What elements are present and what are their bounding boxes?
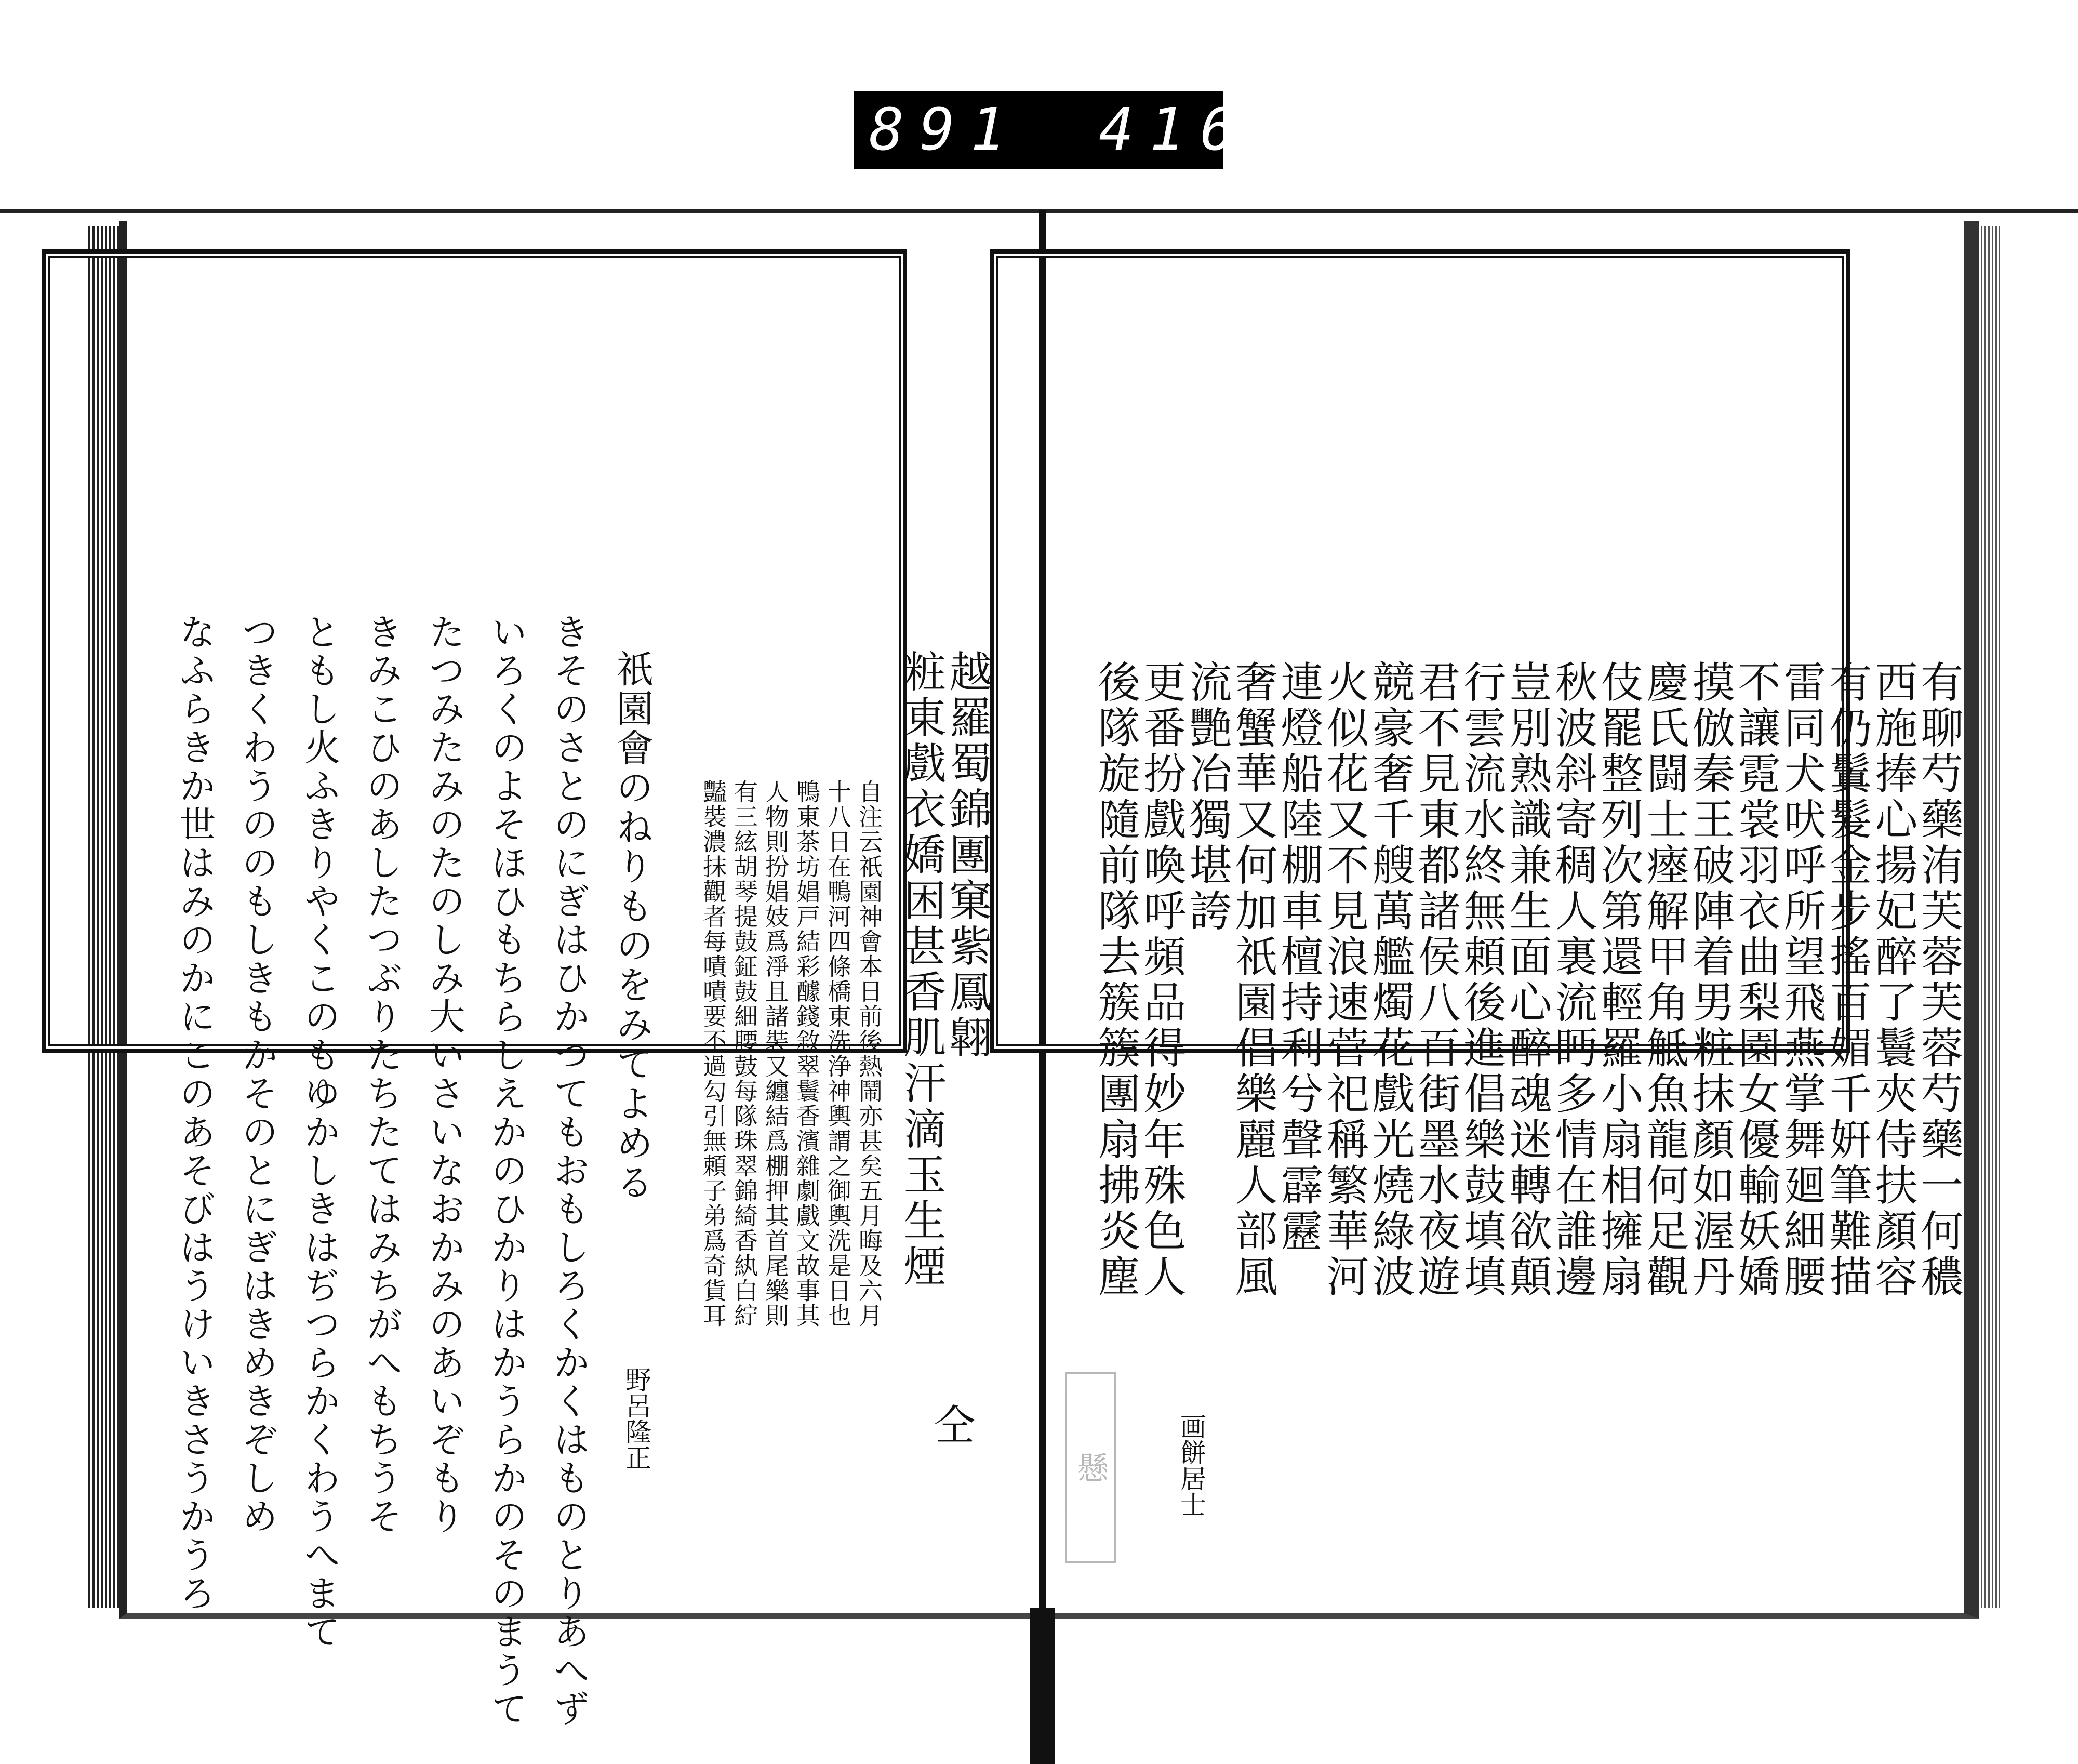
title-poem-column: 越羅蜀錦團窠紫鳳翺 [942,649,992,1061]
poem-column: 競豪奢千艘萬艦燭花戲光燒綠波 [1365,660,1415,1300]
poem-column: 火似花又不見浪速菅祀稱繁華河 [1320,660,1369,1300]
kana-column: きそのさとのにぎはひかつてもおもしろくかくはものとりあへず [548,613,590,1728]
poem-column: 不讓霓裳羽衣曲梨園女優輸妖嬌 [1731,660,1780,1300]
note-column: 人物則扮娼妓爲淨且諸裝又纏結爲棚押其首尾樂則 [762,779,790,1328]
poem-column: 摸倣秦王破陣着男粧抹顏如渥丹 [1685,660,1735,1300]
title-mark: 仝 [927,1403,975,1444]
kana-column: ともし火ふきりやくこのもゆかしきはぢつらかくわうへまて [298,613,341,1651]
note-column: 有三絃胡琴提鼓鉦鼓細腰鼓每隊珠翠錦綺香紈白紵 [730,779,758,1328]
kana-title: 祇園會のねりもの​をみてよめる [610,649,654,1202]
kana-column: なふらきか世はみのかにこのあそびはうけいきさうかうろ [174,613,216,1613]
poem-column: 後隊旋隨前隊去簇簇團扇拂炎塵 [1091,660,1140,1300]
poem-column: 奢蟹華又何加祇園倡樂麗人部風 [1228,660,1277,1300]
catalog-number-left: 891 [869,96,1021,164]
poem-column: 更番扮戲喚呼頻品得妙年殊色人 [1137,660,1186,1300]
kana-column: たつみたみのたのしみ大いさいなおかみのあいぞもり [423,613,465,1536]
binding-cord [1030,1608,1055,1764]
kana-column: きみこひのあしたつぶりたちたてはみちがへもちうそ [361,613,403,1536]
kana-column: いろくのよそほひもちらしえかのひかりはかうらかのそのまうて [485,613,528,1728]
library-stamp: 懸 [1065,1372,1116,1563]
poem-column: 行雲流水終無頼後進倡樂鼓填填 [1457,660,1506,1300]
poem-column: 豈別熟識兼生面心醉魂迷轉欲顛 [1502,660,1552,1300]
note-column: 豔裝濃抹觀者每嘖嘖要不過勾引無頼子弟爲奇貨耳 [699,779,727,1328]
right-author-signature: 画餅居士 [1176,1413,1206,1517]
poem-column: 有聊芍藥洧芙蓉芙蓉芍藥一何穠 [1914,660,1963,1300]
poem-column: 慶氏闘士瘞解甲角觝魚龍何足觀 [1640,660,1689,1300]
poem-column: 流艷冶獨堪誇 [1182,660,1232,934]
left-author-signature: 野呂隆正 [621,1367,651,1470]
poem-column: 秋波斜寄稠人裏流眄多情在誰邊 [1548,660,1597,1300]
note-column: 十八日在鴨河四條橋東洗浄神輿謂之御輿洗是日也 [824,779,852,1328]
kana-column: つきくわうののもしきもかそのとにぎはきめきぞしめ [236,613,278,1536]
note-column: 鴨東茶坊娼戸結彩醵錢敘翠鬟香濱雜劇戲文故事其 [793,779,821,1328]
poem-column: 連燈船陸棚車檀持利兮聲霹靂 [1274,660,1323,1254]
poem-column: 雷同犬吠呼所望飛燕掌舞廻細腰 [1777,660,1826,1300]
note-column: 自注云祇園神會本日前後熱鬧亦甚矣五月晦及六月 [855,779,883,1328]
poem-column: 君不見東都諸侯八百街墨水夜遊 [1411,660,1460,1300]
catalog-number-label [854,91,1302,169]
poem-column: 有仍鬒髮金步搖百媚千姸筆難描 [1822,660,1872,1300]
poem-column: 伎罷整列次第還輕羅小扇相擁扇 [1594,660,1643,1300]
title-poem-column: 粧東戲衣嬌困甚香肌汗滴玉生煙 [897,649,946,1290]
catalog-number-right: 416. [1099,96,1302,164]
poem-column: 西施捧心揚妃醉了鬟夾侍扶顏容 [1868,660,1917,1300]
